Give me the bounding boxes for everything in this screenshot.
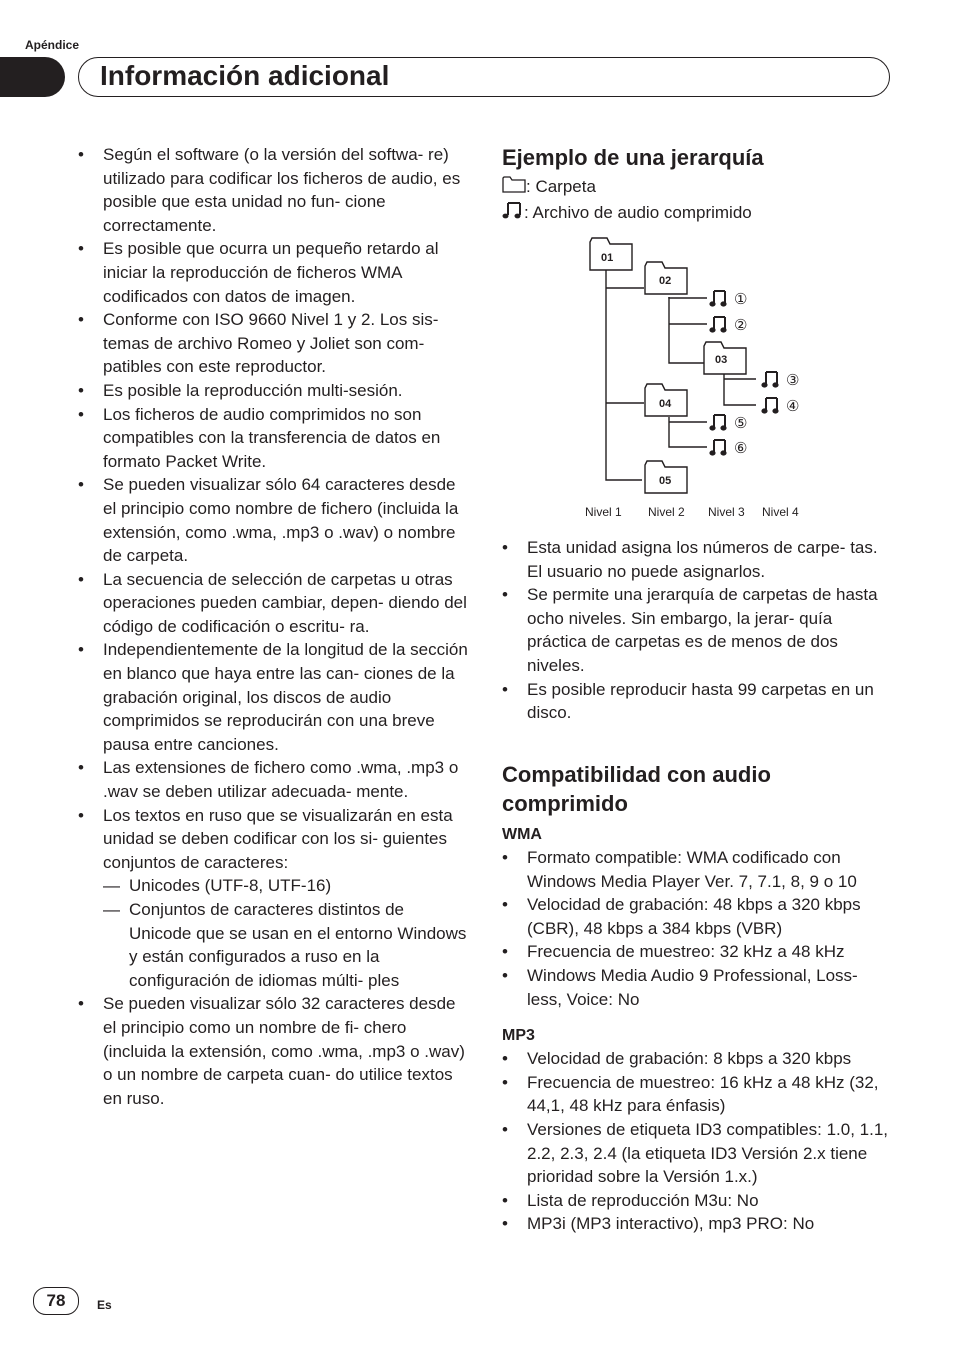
list-item: • Se pueden visualizar sólo 32 caracteres desde el principio como un nombre de fi- chero (incluida la extensión, como .wma, .mp3 o .wav) o un nombre de carpeta cuan- do utilice textos en ruso. (78, 992, 468, 1110)
hierarchy-section (502, 143, 894, 227)
list-item: • Frecuencia de muestreo: 32 kHz a 48 kHz (502, 940, 894, 964)
file-marker: ② (734, 317, 748, 334)
mp3-heading: MP3 (502, 1027, 535, 1045)
list-item-text: Los textos en ruso que se visualizarán en esta unidad se deben codificar con los si- guientes conjuntos de caracteres: (103, 805, 453, 872)
list-item: • Velocidad de grabación: 8 kbps a 320 kbps (502, 1047, 894, 1071)
wma-list (502, 846, 894, 1011)
list-item: • Se permite una jerarquía de carpetas de hasta ocho niveles. Sin embargo, la jerar- quía práctica de carpetas es de menos de dos niveles. (502, 583, 894, 677)
level-label: Nivel 3 (708, 505, 745, 519)
music-note-icon (710, 291, 726, 306)
legend-audio-label: : Archivo de audio comprimido (524, 203, 752, 222)
hierarchy-notes (502, 536, 894, 725)
legend-folder (502, 175, 894, 200)
compat-heading: Compatibilidad con audio comprimido (502, 762, 771, 816)
list-item: • Frecuencia de muestreo: 16 kHz a 48 kHz (32, 44,1, 48 kHz para énfasis) (502, 1071, 894, 1118)
file-marker: ⑥ (734, 440, 748, 457)
sub-item (103, 898, 468, 992)
page-title: Información adicional (100, 60, 390, 91)
list-item: • Versiones de etiqueta ID3 compatibles: 1.0, 1.1, 2.2, 2.3, 2.4 (la etiqueta ID3 Versión 2.x tiene prioridad sobre la Versión 1.x.) (502, 1118, 894, 1189)
folder-label-05: 05 (659, 475, 672, 487)
list-item: • MP3i (MP3 interactivo), mp3 PRO: No (502, 1212, 894, 1236)
wma-heading: WMA (502, 826, 542, 843)
list-item: • Independientemente de la longitud de la sección en blanco que haya entre las can- ciones de la grabación original, los discos de audio comprimidos se reproducirán con una breve pausa entre canciones. (78, 638, 468, 756)
music-note-icon (502, 200, 524, 227)
music-note-icon (710, 415, 726, 430)
page-number: 78 (33, 1287, 79, 1315)
file-marker: ④ (786, 398, 800, 415)
hierarchy-heading: Ejemplo de una jerarquía (502, 145, 764, 170)
list-item: • Es posible reproducir hasta 99 carpetas en un disco. (502, 678, 894, 725)
list-item-charsets (78, 804, 468, 993)
notes-list (78, 143, 468, 1110)
list-item: • Las extensiones de fichero como .wma, .mp3 o .wav se deben utilizar adecuada- mente. (78, 756, 468, 803)
list-item: • Windows Media Audio 9 Professional, Loss- less, Voice: No (502, 964, 894, 1011)
folder-label-03: 03 (715, 354, 728, 366)
list-item: • Se pueden visualizar sólo 64 caracteres desde el principio como nombre de fichero (incluida la extensión, como .wma, .mp3 o .wav) o nombre de carpeta. (78, 473, 468, 567)
folder-icon (502, 175, 526, 200)
legend-folder-label: : Carpeta (526, 177, 596, 196)
left-column (78, 143, 468, 1110)
sub-item-text: Conjuntos de caracteres distintos de Unicode que se usan en el entorno Windows y están configurados a ruso en la configuración de idiomas múlti- ples (129, 900, 467, 990)
sub-item-text: Unicodes (UTF-8, UTF-16) (129, 876, 332, 896)
list-item: • Los ficheros de audio comprimidos no son compatibles con la transferencia de datos en formato Packet Write. (78, 403, 468, 474)
list-item: • Es posible la reproducción multi-sesión. (78, 379, 468, 403)
music-note-icon (710, 440, 726, 455)
legend-audio (502, 200, 894, 227)
list-item: • Es posible que ocurra un pequeño retardo al iniciar la reproducción de ficheros WMA codificados con datos de imagen. (78, 237, 468, 308)
file-marker: ③ (786, 372, 800, 389)
music-note-icon (762, 398, 778, 413)
sub-item-dash: — (103, 900, 120, 919)
level-label: Nivel 4 (762, 505, 799, 519)
list-item: • Formato compatible: WMA codificado con Windows Media Player Ver. 7, 7.1, 8, 9 o 10 (502, 846, 894, 893)
list-item: • Según el software (o la versión del softwa- re) utilizado para codificar los ficheros de audio, es posible que esta unidad no fun- cione correctamente. (78, 143, 468, 237)
hierarchy-notes-list (502, 536, 894, 725)
sub-item-dash: — (103, 876, 120, 896)
music-note-icon (762, 372, 778, 387)
folder-label-02: 02 (659, 275, 672, 287)
folder-label-04: 04 (659, 398, 672, 410)
list-item: • La secuencia de selección de carpetas u otras operaciones pueden cambiar, depen- diendo del código de codificación o escritu- ra. (78, 568, 468, 639)
sub-item (103, 874, 468, 898)
folder-label-01: 01 (601, 252, 614, 264)
file-marker: ① (734, 291, 748, 308)
level-label: Nivel 2 (648, 505, 685, 519)
title-tab-marker (0, 57, 65, 97)
compat-section (502, 760, 894, 1236)
mp3-list (502, 1047, 894, 1236)
list-item: • Esta unidad asigna los números de carpe- tas. El usuario no puede asignarlos. (502, 536, 894, 583)
folder-hierarchy-diagram (570, 230, 820, 525)
list-item: • Velocidad de grabación: 48 kbps a 320 kbps (CBR), 48 kbps a 384 kbps (VBR) (502, 893, 894, 940)
file-marker: ⑤ (734, 415, 748, 432)
list-item: • Lista de reproducción M3u: No (502, 1189, 894, 1213)
section-label: Apéndice (25, 38, 80, 52)
music-note-icon (710, 317, 726, 332)
language-code: Es (97, 1298, 112, 1312)
level-label: Nivel 1 (585, 505, 622, 519)
list-item: • Conforme con ISO 9660 Nivel 1 y 2. Los sis- temas de archivo Romeo y Joliet son com- patibles con este reproductor. (78, 308, 468, 379)
